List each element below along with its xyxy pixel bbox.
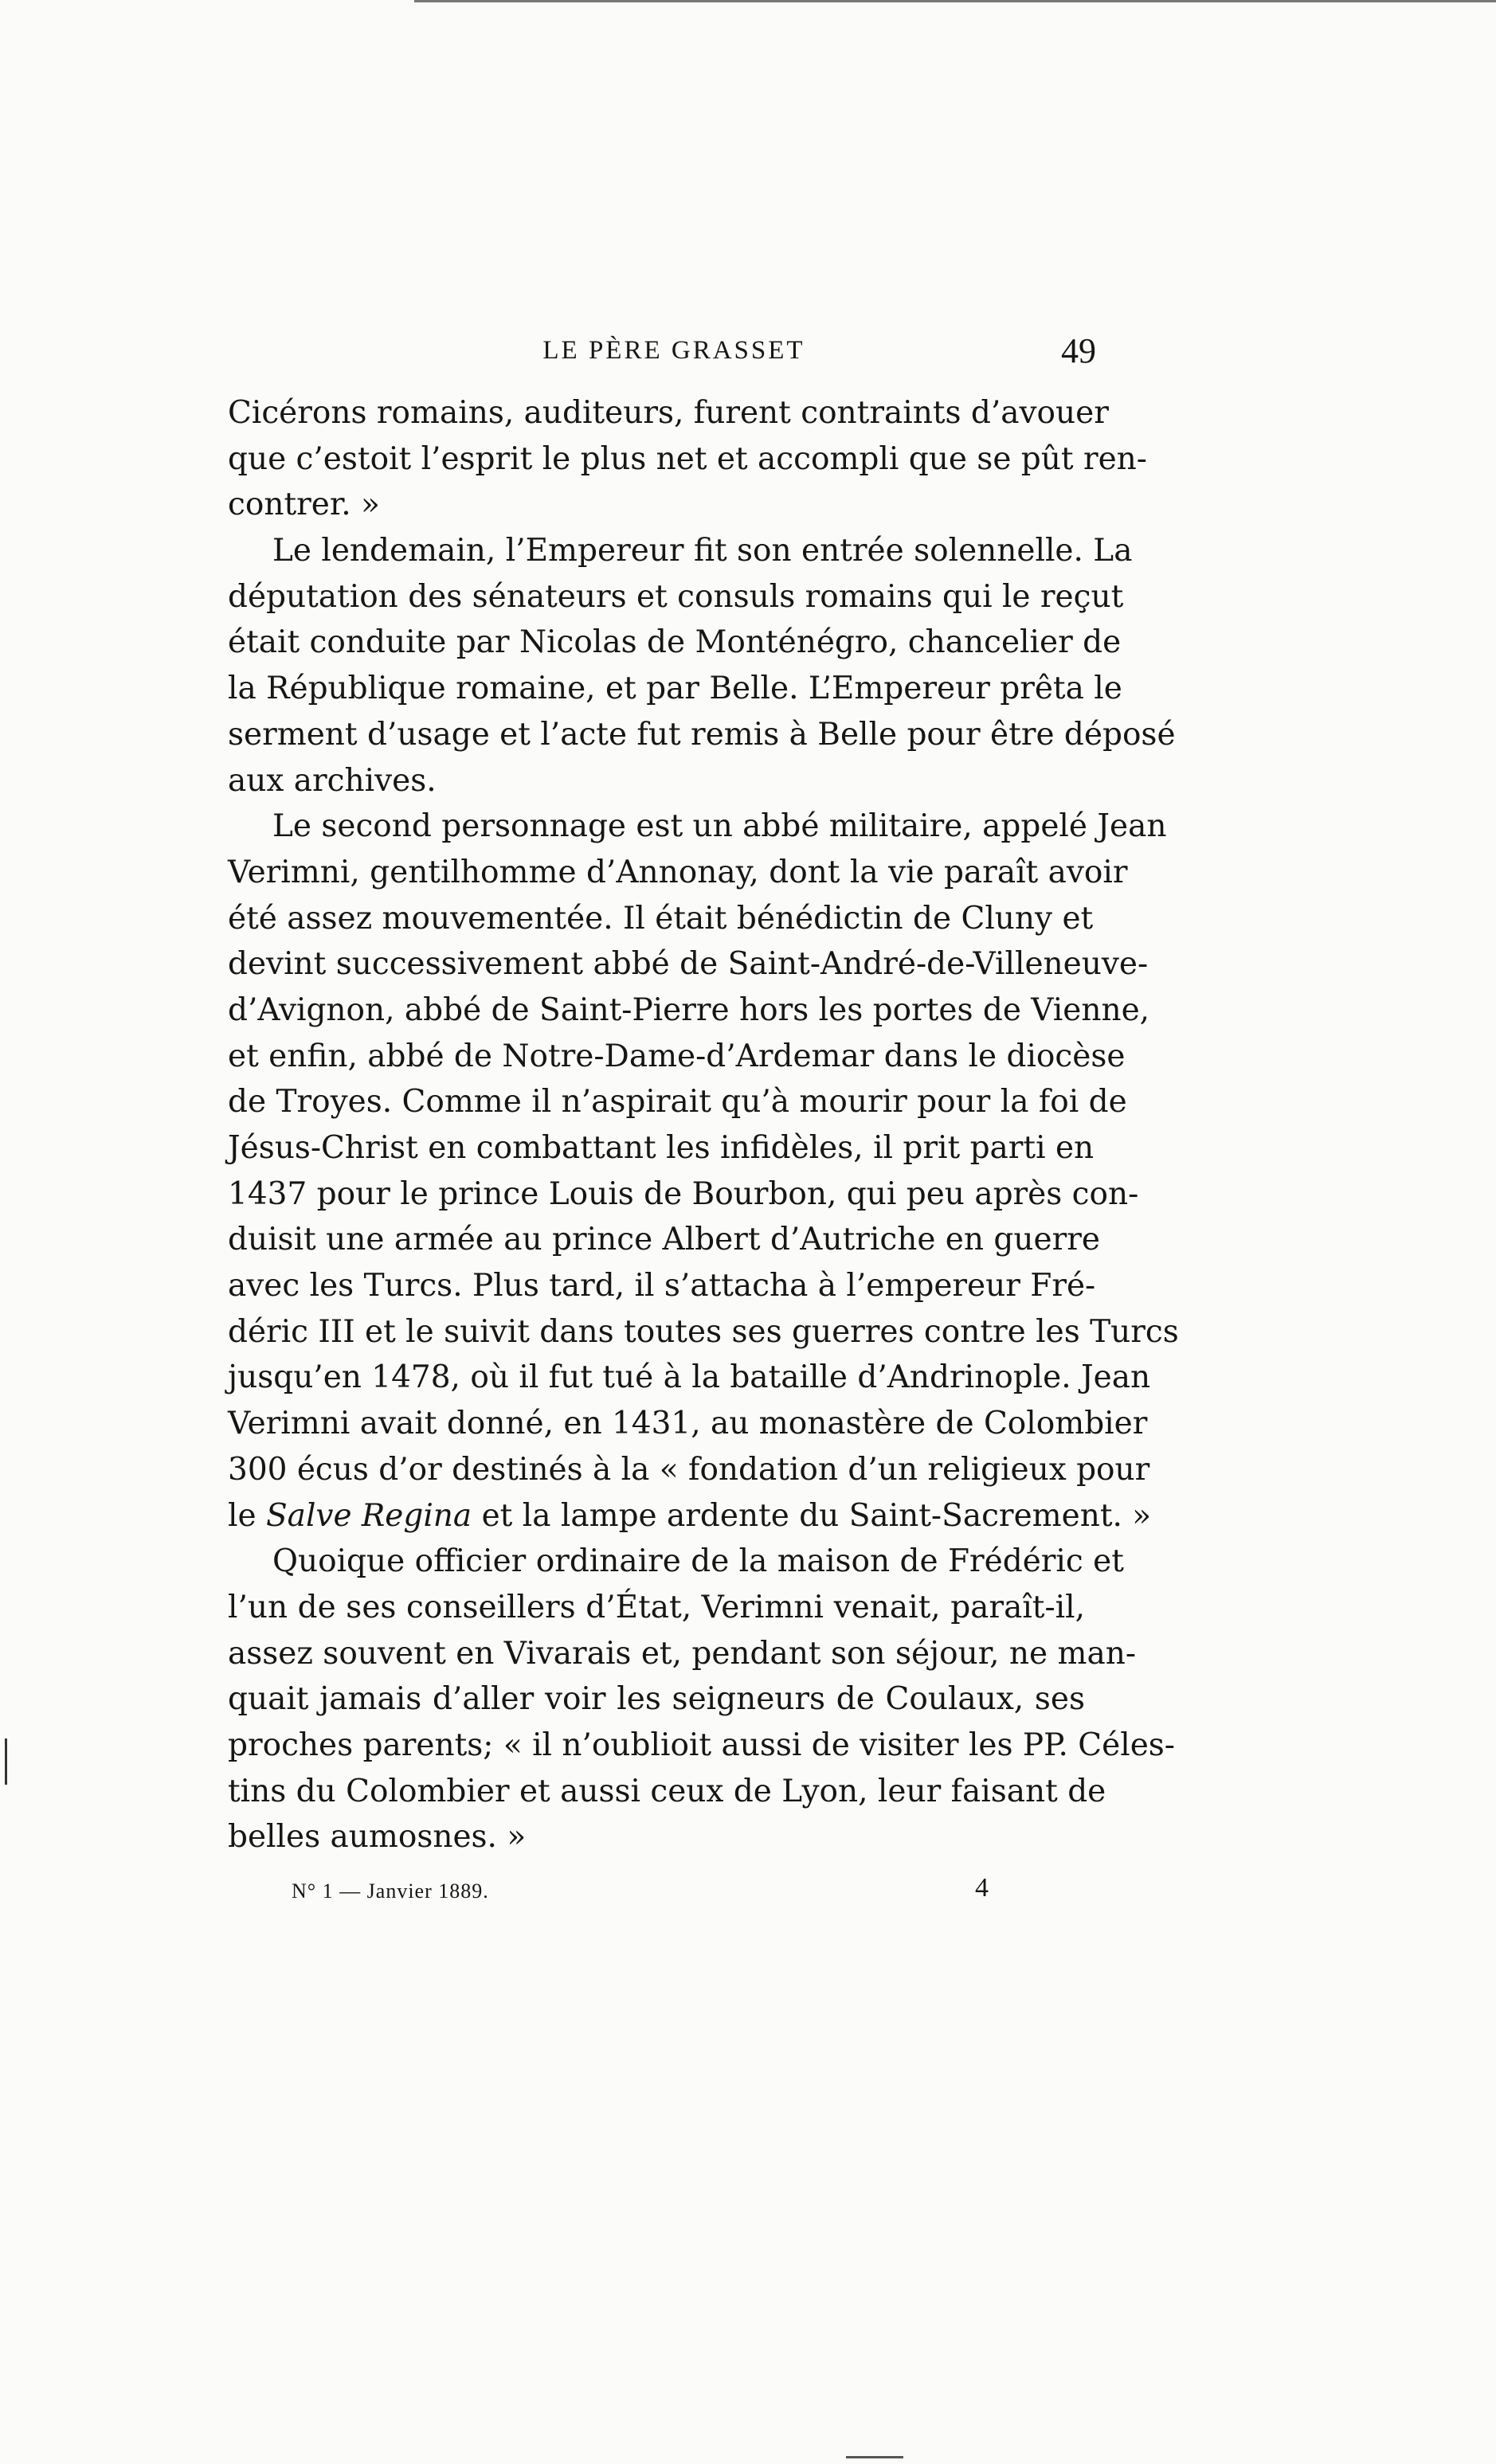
running-head: LE PÈRE GRASSET <box>542 336 805 365</box>
text-line-with-italic <box>228 1493 1152 1539</box>
line-lead: le <box>228 1497 257 1534</box>
text-line: députation des sénateurs et consuls romains qui le reçut <box>228 578 1124 615</box>
issue-line: N° 1 — Janvier 1889. <box>292 1879 489 1903</box>
text-line: belles aumosnes. » <box>228 1819 527 1856</box>
line-rest: et la lampe ardente du Saint-Sacrement. » <box>481 1497 1152 1534</box>
text-line: aux archives. <box>228 762 437 799</box>
text-line: Verimni avait donné, en 1431, au monastère de Colombier <box>228 1406 1148 1442</box>
bottom-rule <box>846 2456 903 2458</box>
page-edge-mark <box>5 1738 7 1785</box>
text-line: proches parents; « il n’oublioit aussi de visiter les PP. Céles- <box>228 1727 1175 1763</box>
text-line: Cicérons romains, auditeurs, furent contraints d’avouer <box>228 395 1109 431</box>
italic-title: Salve Regina <box>265 1497 472 1534</box>
signature-mark: 4 <box>975 1873 989 1903</box>
text-line: 300 écus d’or destinés à la « fondation d’un religieux pour <box>228 1451 1150 1488</box>
text-line: de Troyes. Comme il n’aspirait qu’à mourir pour la foi de <box>228 1084 1127 1121</box>
text-line: la République romaine, et par Belle. L’Empereur prêta le <box>228 671 1122 707</box>
text-line: déric III et le suivit dans toutes ses guerres contre les Turcs <box>228 1313 1179 1350</box>
paragraph-first-line: Le lendemain, l’Empereur fit son entrée solennelle. La <box>272 533 1133 569</box>
text-line: tins du Colombier et aussi ceux de Lyon, leur faisant de <box>228 1773 1106 1809</box>
text-line: jusqu’en 1478, où il fut tué à la bataille d’Andrinople. Jean <box>228 1359 1151 1396</box>
paragraph-first-line: Le second personnage est un abbé militaire, appelé Jean <box>272 808 1167 845</box>
text-line: contrer. » <box>228 487 380 523</box>
text-line: que c’estoit l’esprit le plus net et accompli que se pût ren- <box>228 440 1147 477</box>
page-header <box>228 327 1120 374</box>
text-line: avec les Turcs. Plus tard, il s’attacha à l’empereur Fré- <box>228 1268 1096 1304</box>
body-text <box>228 390 1179 1860</box>
top-rule <box>414 0 1496 2</box>
text-line: était conduite par Nicolas de Monténégro, chancelier de <box>228 624 1122 661</box>
text-line: serment d’usage et l’acte fut remis à Belle pour être déposé <box>228 716 1176 753</box>
text-line: d’Avignon, abbé de Saint-Pierre hors les portes de Vienne, <box>228 991 1150 1028</box>
text-line: 1437 pour le prince Louis de Bourbon, qui peu après con- <box>228 1175 1139 1212</box>
text-line: devint successivement abbé de Saint-André-de-Villeneuve- <box>228 946 1149 983</box>
text-line: Jésus-Christ en combattant les infidèles, il prit parti en <box>228 1130 1095 1166</box>
text-line: quait jamais d’aller voir les seigneurs de Coulaux, ses <box>228 1681 1085 1718</box>
paragraph-first-line: Quoique officier ordinaire de la maison de Frédéric et <box>272 1543 1124 1580</box>
text-line: assez souvent en Vivarais et, pendant son séjour, ne man- <box>228 1635 1137 1672</box>
page-footer <box>292 1873 1008 1911</box>
text-line: l’un de ses conseillers d’État, Verimni venait, paraît-il, <box>228 1589 1085 1625</box>
text-line: Verimni, gentilhomme d’Annonay, dont la vie paraît avoir <box>228 854 1128 890</box>
text-line: été assez mouvementée. Il était bénédictin de Cluny et <box>228 900 1094 937</box>
text-line: duisit une armée au prince Albert d’Autriche en guerre <box>228 1222 1100 1258</box>
page-number: 49 <box>1061 331 1096 370</box>
text-line: et enfin, abbé de Notre-Dame-d’Ardemar dans le diocèse <box>228 1038 1126 1074</box>
